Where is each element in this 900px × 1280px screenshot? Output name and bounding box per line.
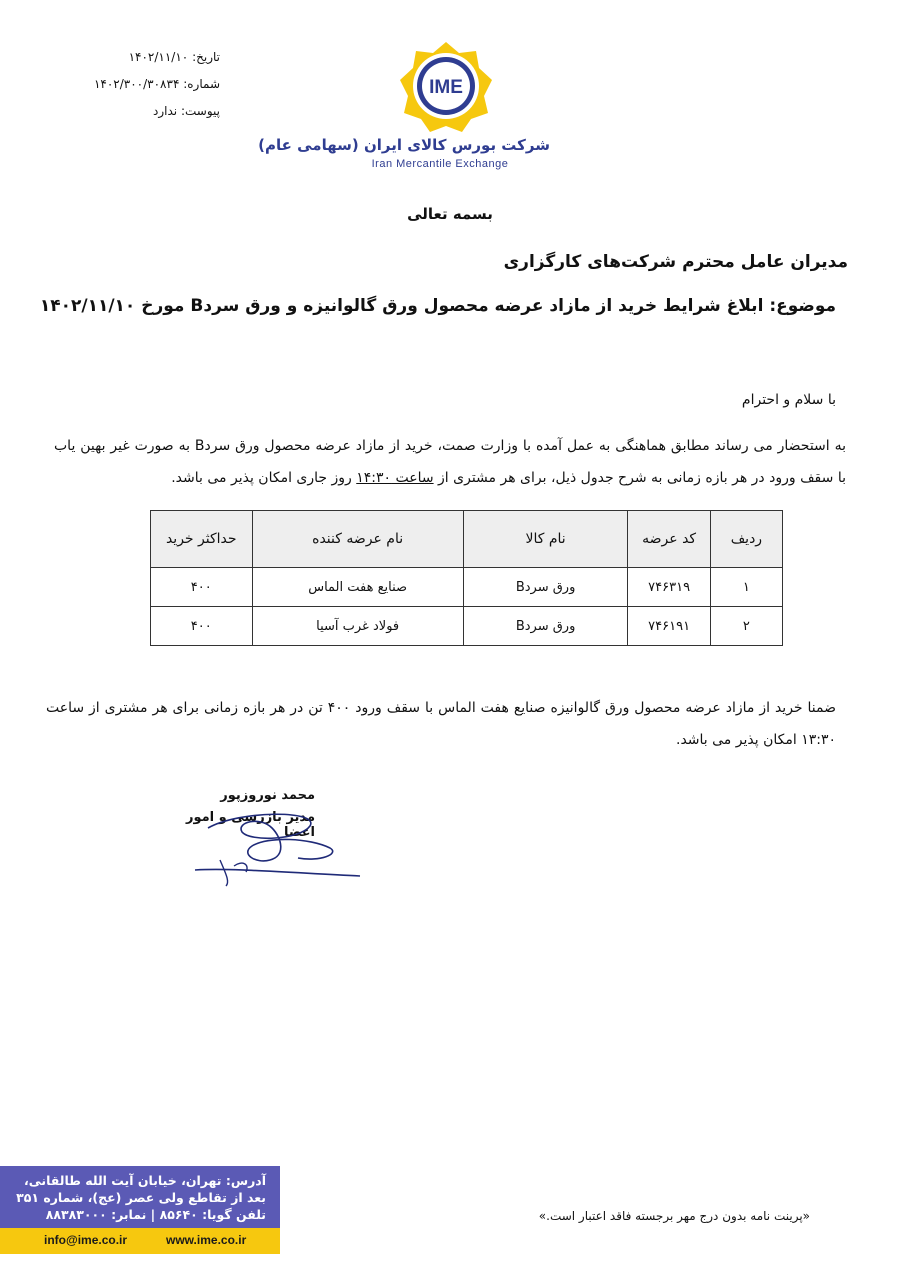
date-row <box>80 44 220 71</box>
cell-max-purchase: ۴۰۰ <box>151 607 253 646</box>
greeting: با سلام و احترام <box>741 392 836 408</box>
footer-email[interactable]: info@ime.co.ir <box>44 1233 128 1247</box>
paragraph-1-text-a: به استحضار می رساند مطابق هماهنگی به عمل آمده با وزارت صمت، خرید از مازاد عرضه محصول ورق سردB به صورت غیر بهین یاب با سقف ورود در هر بازه زمانی به شرح جدول ذیل، برای هر مشتری از <box>54 438 846 486</box>
bismillah: بسمه تعالی <box>407 205 493 223</box>
letter-meta <box>80 44 220 125</box>
cell-offer-code: ۷۴۶۱۹۱ <box>628 607 710 646</box>
cell-offer-code: ۷۴۶۳۱۹ <box>628 568 710 607</box>
footer-address <box>6 1172 266 1223</box>
logo-name-fa: شرکت بورس کالای ایران (سهامی عام) <box>258 136 550 154</box>
table-row <box>151 607 783 646</box>
handwritten-signature <box>190 808 365 893</box>
cell-supplier-name: فولاد غرب آسیا <box>252 607 463 646</box>
paragraph-1-text-b: روز جاری امکان پذیر می باشد. <box>171 470 357 486</box>
address-line-2: بعد از تقاطع ولی عصر (عج)، شماره ۳۵۱ <box>16 1190 266 1205</box>
validity-note: «پرینت نامه بدون درج مهر برجسته فاقد اعتبار است.» <box>538 1209 810 1223</box>
number-value: ۱۴۰۲/۳۰۰/۳۰۸۳۴ <box>93 77 180 91</box>
address-line-1: آدرس: تهران، خیابان آیت الله طالقانی، <box>24 1173 266 1188</box>
col-header-row-number: ردیف <box>710 511 782 568</box>
col-header-product-name: نام کالا <box>463 511 628 568</box>
col-header-supplier-name: نام عرضه کننده <box>252 511 463 568</box>
date-label: تاریخ: <box>192 50 220 64</box>
table-row <box>151 568 783 607</box>
cell-supplier-name: صنایع هفت الماس <box>252 568 463 607</box>
subject: موضوع: ابلاغ شرایط خرید از مازاد عرضه محصول ورق گالوانیزه و ورق سردB مورخ ۱۴۰۲/۱۱/۱۰ <box>39 296 836 316</box>
footer-contact-bar <box>0 1228 280 1254</box>
date-value: ۱۴۰۲/۱۱/۱۰ <box>128 50 189 64</box>
cell-row-number: ۱ <box>710 568 782 607</box>
cell-product-name: ورق سردB <box>463 568 628 607</box>
attachment-label: پیوست: <box>180 104 220 118</box>
paragraph-1-time: ساعت ۱۴:۳۰ <box>356 470 434 486</box>
paragraph-1 <box>54 430 846 494</box>
cell-row-number: ۲ <box>710 607 782 646</box>
cell-product-name: ورق سردB <box>463 607 628 646</box>
signatory-name: محمد نوروزپور <box>220 788 315 803</box>
signatory-title: مدیر بازرسی و امور اعضا <box>186 810 315 840</box>
paragraph-2: ضمنا خرید از مازاد عرضه محصول ورق گالوانیزه صنایع هفت الماس با سقف ورود ۴۰۰ تن در هر بازه زمانی برای هر مشتری از ساعت ۱۳:۳۰ امکان پذیر می باشد. <box>46 700 836 748</box>
footer-website[interactable]: www.ime.co.ir <box>166 1233 247 1247</box>
table-header-row <box>151 511 783 568</box>
logo-mark-text: IME <box>429 77 463 98</box>
col-header-max-purchase: حداکثر خرید <box>151 511 253 568</box>
purchase-limits-table <box>150 510 783 646</box>
col-header-offer-code: کد عرضه <box>628 511 710 568</box>
attachment-row <box>80 98 220 125</box>
address-line-3: تلفن گویا: ۸۵۶۴۰ | نمابر: ۸۸۳۸۳۰۰۰ <box>45 1207 266 1222</box>
cell-max-purchase: ۴۰۰ <box>151 568 253 607</box>
number-label: شماره: <box>183 77 220 91</box>
attachment-value: ندارد <box>153 104 178 118</box>
ime-logo <box>338 38 568 178</box>
recipients: مدیران عامل محترم شرکت‌های کارگزاری <box>503 252 848 272</box>
logo-name-en: Iran Mercantile Exchange <box>371 158 509 170</box>
number-row <box>80 71 220 98</box>
